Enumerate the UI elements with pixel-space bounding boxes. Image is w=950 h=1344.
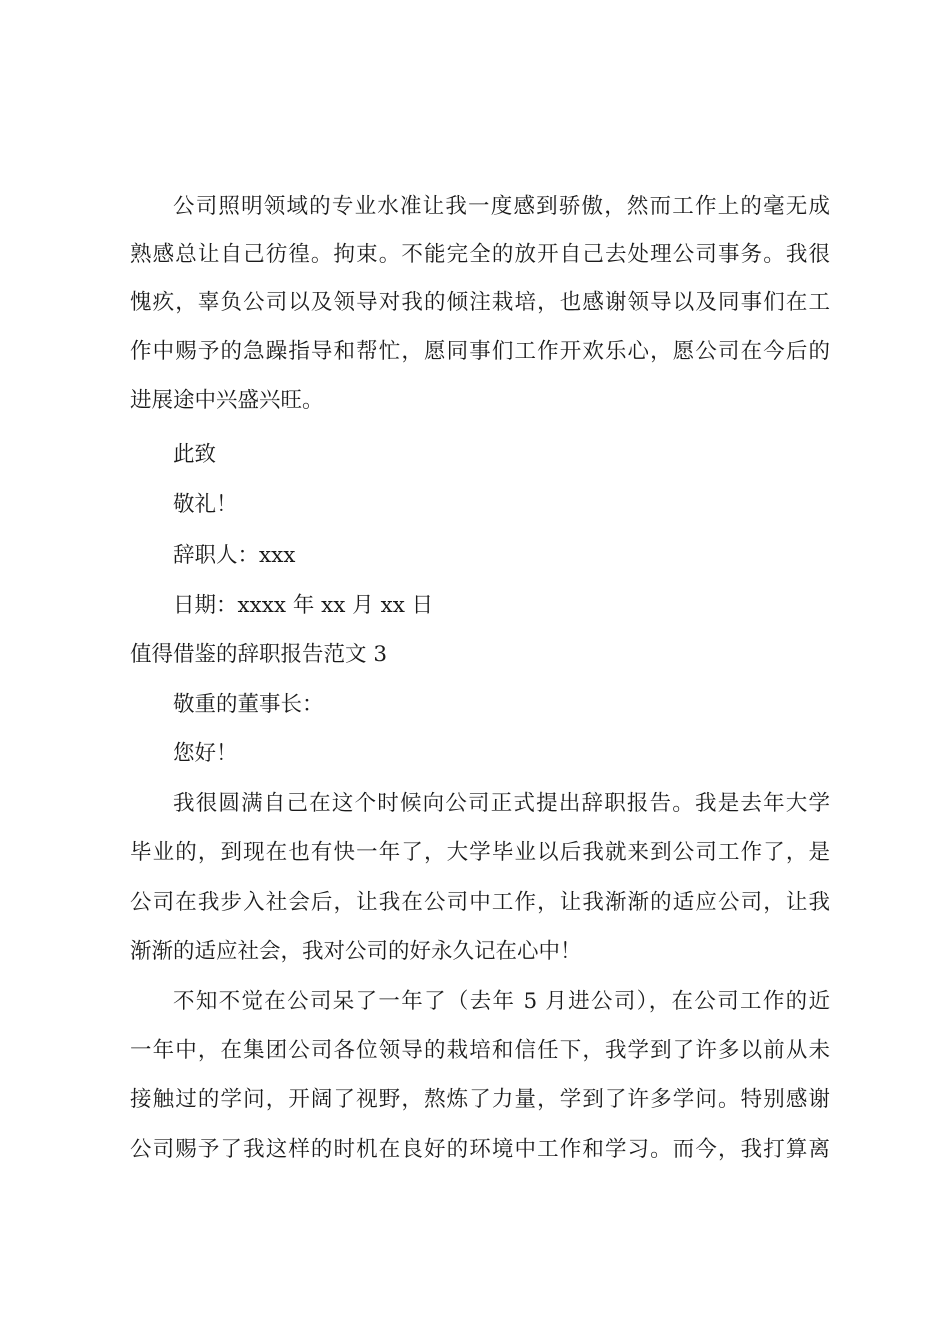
greeting: 您好！ bbox=[173, 741, 238, 766]
paragraph-line: 公司照明领域的专业水准让我一度感到骄傲，然而工作上的毫无成 bbox=[173, 194, 830, 219]
paragraph-line: 熟感总让自己彷徨。拘束。不能完全的放开自己去处理公司事务。我很 bbox=[130, 242, 830, 267]
section-title: 值得借鉴的辞职报告范文 3 bbox=[130, 642, 388, 667]
paragraph-line: 公司在我步入社会后，让我在公司中工作，让我渐渐的适应公司，让我 bbox=[130, 890, 830, 915]
paragraph-line: 接触过的学问，开阔了视野，熬炼了力量，学到了许多学问。特别感谢 bbox=[130, 1087, 830, 1112]
paragraph-line: 作中赐予的急躁指导和帮忙，愿同事们工作开欢乐心，愿公司在今后的 bbox=[130, 339, 830, 364]
addressee: 敬重的董事长： bbox=[173, 692, 324, 717]
paragraph-line: 愧疚，辜负公司以及领导对我的倾注栽培，也感谢领导以及同事们在工 bbox=[130, 290, 830, 315]
paragraph-line: 公司赐予了我这样的时机在良好的环境中工作和学习。而今，我打算离 bbox=[130, 1137, 830, 1162]
closing-text: 此致 bbox=[173, 442, 217, 467]
paragraph-line: 进展途中兴盛兴旺。 bbox=[130, 388, 324, 413]
resigner-line: 辞职人：xxx bbox=[173, 543, 296, 568]
paragraph-line: 渐渐的适应社会，我对公司的好永久记在心中！ bbox=[130, 939, 582, 964]
paragraph-line: 我很圆满自己在这个时候向公司正式提出辞职报告。我是去年大学 bbox=[173, 791, 830, 816]
paragraph-line: 不知不觉在公司呆了一年了（去年 5 月进公司），在公司工作的近 bbox=[173, 989, 830, 1014]
paragraph-line: 毕业的，到现在也有快一年了，大学毕业以后我就来到公司工作了，是 bbox=[130, 840, 830, 865]
date-line: 日期：xxxx 年 xx 月 xx 日 bbox=[173, 593, 434, 618]
salute-text: 敬礼！ bbox=[173, 492, 238, 517]
paragraph-line: 一年中，在集团公司各位领导的栽培和信任下，我学到了许多以前从未 bbox=[130, 1038, 830, 1063]
